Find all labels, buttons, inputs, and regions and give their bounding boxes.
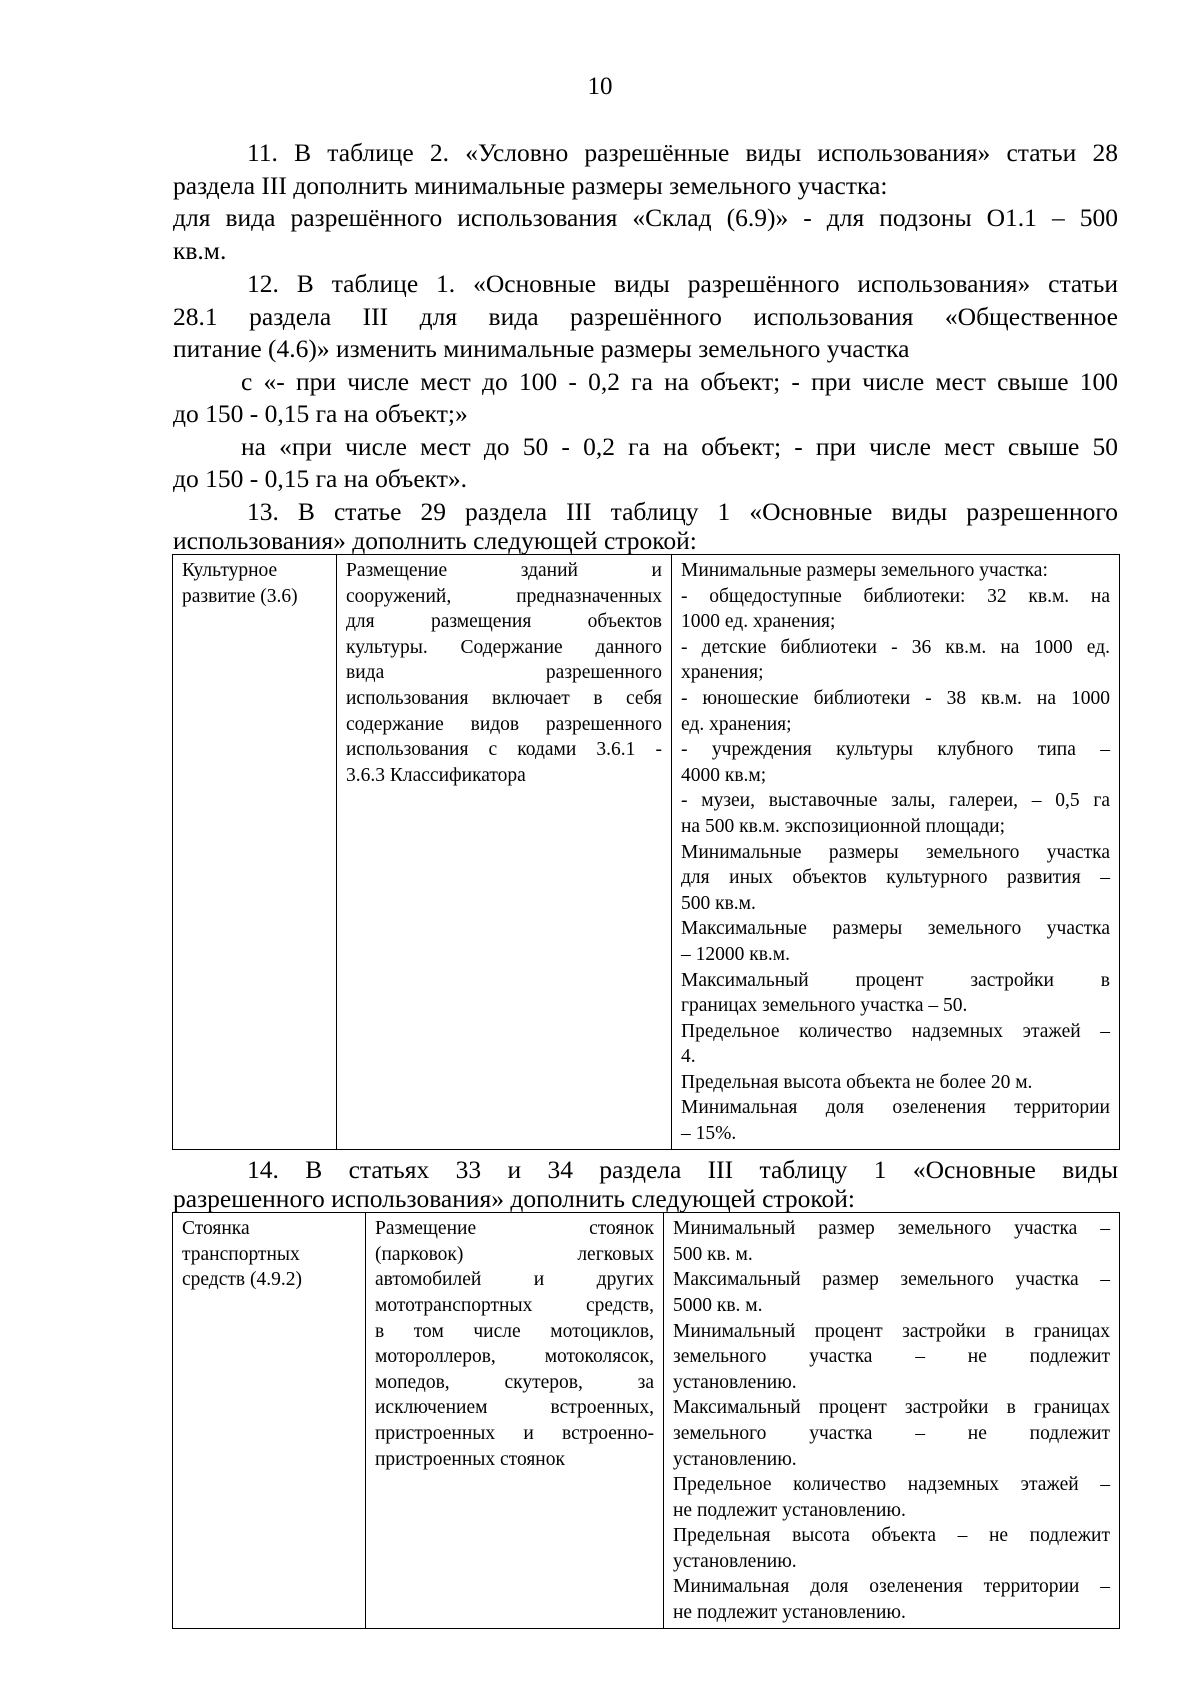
cell-line: использования включает в себя (346, 687, 662, 709)
item-11-line-2: раздела III дополнить минимальные размеры земельного участка: (173, 170, 888, 200)
item-12-line-3: питание (4.6)» изменить минимальные размеры земельного участка (173, 334, 910, 363)
cell-line: автомобилей и других (375, 1269, 654, 1291)
cell-line: сооружений, предназначенных (346, 585, 662, 607)
table-vehicle-parking (172, 1212, 1120, 1629)
cell-line: 500 кв.м. (681, 892, 756, 914)
cell-line: 500 кв. м. (673, 1243, 753, 1265)
item-13-line-2: использования» дополнить следующей строкой: (173, 526, 697, 555)
cell-line: - общедоступные библиотеки: 32 кв.м. на (681, 585, 1110, 607)
table-row (173, 555, 1120, 1150)
item-11-line-1: 11. В таблице 2. «Условно разрешённые виды использования» статьи 28 (247, 138, 1118, 167)
cell-line: Минимальные размеры земельного участка (681, 841, 1110, 863)
table-cell-parameters (664, 1213, 1120, 1629)
cell-line: мотороллеров, мотоколясок, (375, 1346, 654, 1368)
cell-line: использования с кодами 3.6.1 - (346, 739, 662, 761)
cell-line: вида разрешенного (346, 662, 662, 684)
item-13-line-1: 13. В статье 29 раздела III таблицу 1 «Основные виды разрешенного (247, 496, 1118, 526)
cell-line: Минимальные размеры земельного участка: (681, 560, 1048, 581)
cell-line: Предельное количество надземных этажей – (681, 1020, 1110, 1042)
item-12-line-2: 28.1 раздела III для вида разрешённого использования «Общественное (173, 301, 1118, 331)
cell-line: культуры. Содержание данного (346, 636, 662, 658)
cell-line: Размещение зданий и (346, 560, 662, 581)
table-cell-parameters (672, 555, 1120, 1150)
cell-line: установлению. (673, 1550, 797, 1572)
cell-line: Предельное количество надземных этажей – (673, 1474, 1110, 1496)
cell-line: исключением встроенных, (375, 1397, 654, 1419)
cell-line: хранения; (681, 662, 764, 684)
use-type-text (182, 1216, 356, 1293)
item-12-line-4: с «- при числе мест до 100 - 0,2 га на объект; - при числе мест свыше 100 (241, 366, 1118, 396)
cell-line: - юношеские библиотеки - 38 кв.м. на 1000 (681, 687, 1110, 709)
table-cell-description (337, 555, 672, 1150)
cell-line: Максимальный процент застройки в (681, 969, 1110, 991)
cell-line: земельного участка – не подлежит (673, 1346, 1110, 1368)
item-11-line-4: кв.м. (173, 235, 227, 265)
cell-line: установлению. (673, 1448, 797, 1470)
cell-line: - учреждения культуры клубного типа – (681, 739, 1110, 761)
cell-line: - музеи, выставочные залы, галереи, – 0,5 га (681, 790, 1110, 812)
cell-line: - детские библиотеки - 36 кв.м. на 1000 ед. (681, 636, 1110, 658)
cell-line: 4000 кв.м; (681, 764, 767, 786)
cell-line: для иных объектов культурного развития – (681, 867, 1110, 889)
cell-line: Стоянка (182, 1218, 250, 1240)
cell-line: 5000 кв. м. (673, 1294, 763, 1316)
cell-line: не подлежит установлению. (673, 1602, 906, 1624)
cell-line: Предельная высота объекта – не подлежит (673, 1525, 1110, 1547)
cell-line: на 500 кв.м. экспозиционной площади; (681, 815, 1005, 837)
item-14-line-1: 14. В статьях 33 и 34 раздела III таблицу 1 «Основные виды (247, 1154, 1118, 1184)
cell-line: транспортных (182, 1243, 300, 1265)
cell-line: Минимальный процент застройки в границах (673, 1320, 1110, 1342)
cell-line: Максимальные размеры земельного участка (681, 918, 1110, 940)
item-12-line-1: 12. В таблице 1. «Основные виды разрешённого использования» статьи (247, 269, 1118, 298)
table-row (173, 1213, 1120, 1629)
cell-line: Максимальный размер земельного участка – (673, 1269, 1110, 1291)
cell-line: пристроенных и встроенно- (375, 1422, 654, 1444)
table-cell-use-type (173, 555, 337, 1150)
cell-line: Культурное (182, 560, 278, 581)
document-body (173, 137, 1118, 1629)
cell-line: установлению. (673, 1371, 797, 1393)
cell-line: не подлежит установлению. (673, 1499, 906, 1521)
cell-line: для размещения объектов (346, 611, 662, 633)
cell-line: (парковок) легковых (375, 1243, 654, 1265)
cell-line: Минимальная доля озеленения территории (681, 1097, 1110, 1119)
cell-line: в том числе мотоциклов, (375, 1320, 654, 1342)
cell-line: развитие (3.6) (182, 585, 298, 607)
cell-line: – 15%. (681, 1123, 737, 1145)
item-11 (173, 137, 1118, 267)
cell-line: содержание видов разрешенного (346, 713, 662, 735)
cell-line: 1000 ед. хранения; (681, 611, 836, 633)
cell-line: средств (4.9.2) (182, 1269, 302, 1291)
item-14 (173, 1154, 1118, 1213)
item-11-line-3: для вида разрешённого использования «Склад (6.9)» - для подзоны О1.1 – 500 (173, 203, 1118, 232)
item-12 (173, 268, 1118, 496)
item-12-line-5: до 150 - 0,15 га на объект;» (173, 399, 468, 428)
table-cultural-development (172, 554, 1120, 1150)
use-type-text (182, 558, 327, 609)
description-text (346, 558, 662, 788)
item-13 (173, 496, 1118, 555)
cell-line: Размещение стоянок (375, 1218, 654, 1240)
table-cell-description (366, 1213, 664, 1629)
description-text (375, 1216, 654, 1472)
table-cell-use-type (173, 1213, 366, 1629)
item-14-line-2: разрешенного использования» дополнить следующей строкой: (173, 1184, 855, 1214)
cell-line: Максимальный процент застройки в границах (673, 1397, 1110, 1419)
cell-line: ед. хранения; (681, 713, 792, 735)
cell-line: земельного участка – не подлежит (673, 1422, 1110, 1444)
cell-line: мототранспортных средств, (375, 1294, 654, 1316)
cell-line: – 12000 кв.м. (681, 943, 791, 965)
cell-line: 4. (681, 1046, 696, 1068)
cell-line: 3.6.3 Классификатора (346, 764, 526, 786)
cell-line: Предельная высота объекта не более 20 м. (681, 1071, 1033, 1093)
cell-line: пристроенных стоянок (375, 1448, 565, 1470)
item-12-line-7: до 150 - 0,15 га на объект». (173, 464, 467, 493)
cell-line: Минимальная доля озеленения территории – (673, 1576, 1110, 1598)
cell-line: мопедов, скутеров, за (375, 1371, 654, 1393)
parameters-text (673, 1216, 1110, 1626)
page-number: 10 (587, 73, 613, 100)
parameters-text (681, 558, 1110, 1147)
cell-line: Минимальный размер земельного участка – (673, 1218, 1110, 1240)
cell-line: границах земельного участка – 50. (681, 995, 968, 1017)
item-12-line-6: на «при числе мест до 50 - 0,2 га на объект; - при числе мест свыше 50 (241, 431, 1118, 461)
